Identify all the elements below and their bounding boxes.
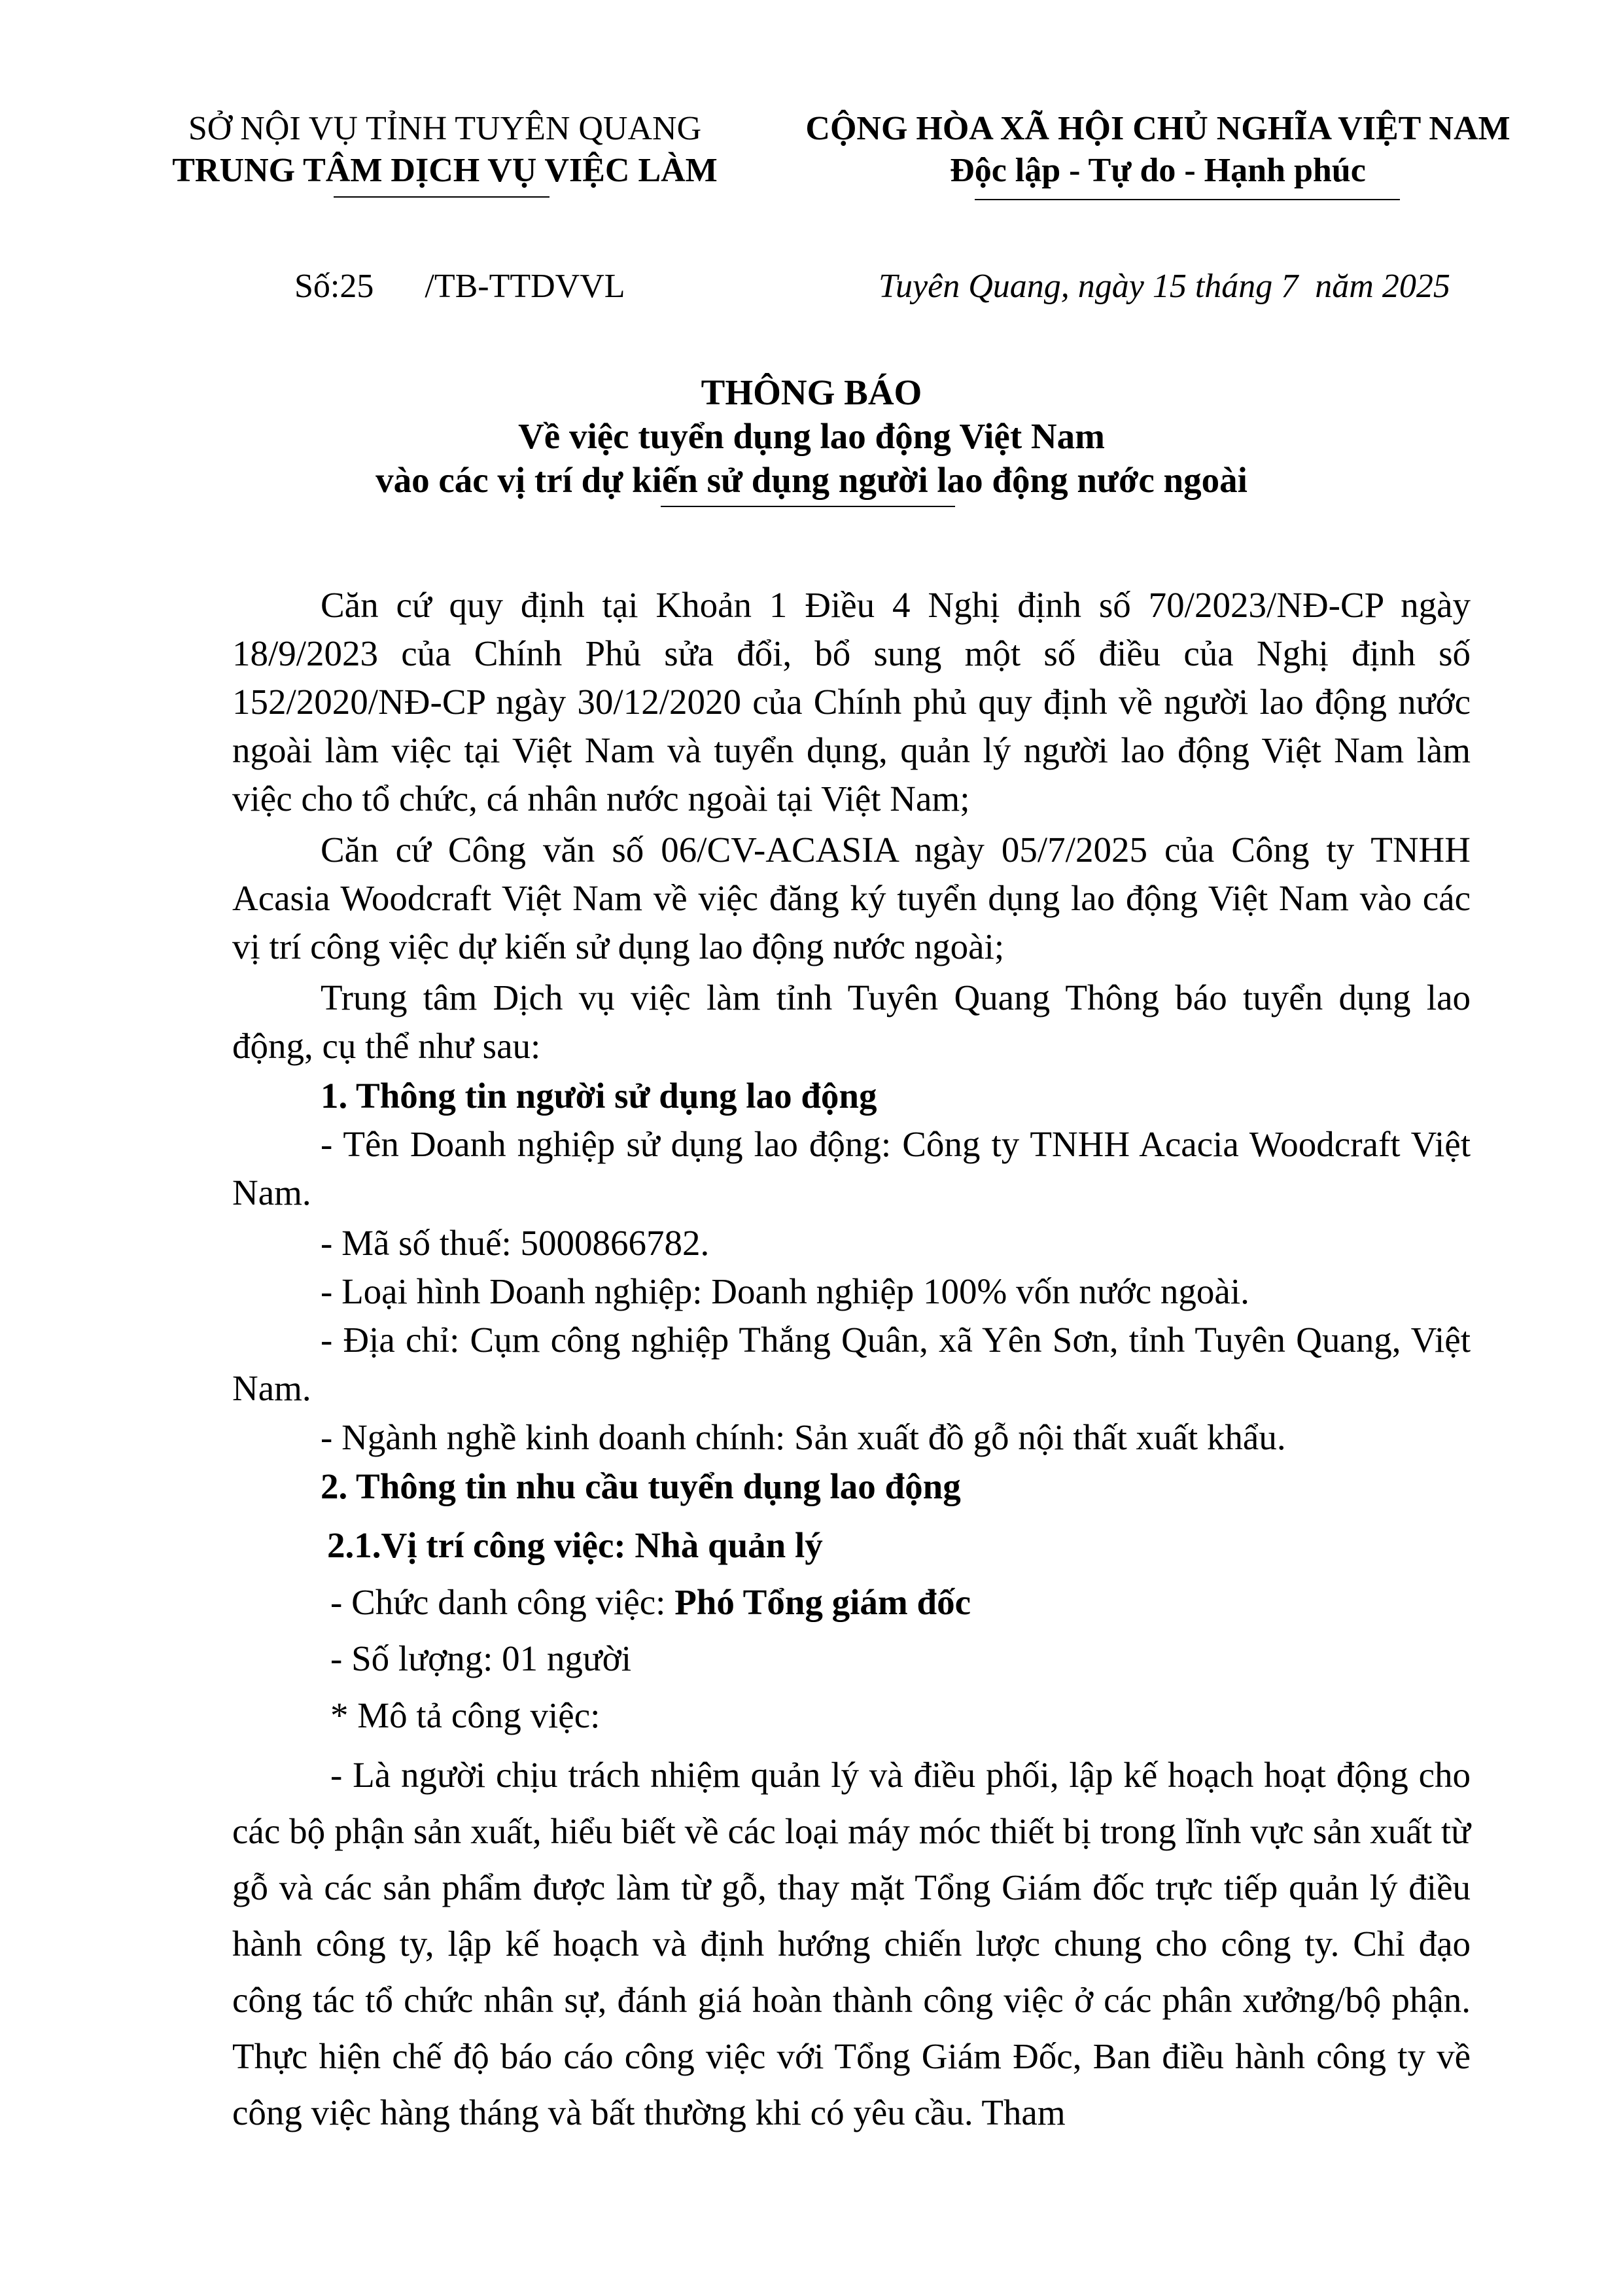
notice-title: THÔNG BÁO [701,372,922,412]
job-quantity: - Số lượng: 01 người [330,1638,632,1678]
job-description-heading: * Mô tả công việc: [330,1695,601,1735]
agency-name: SỞ NỘI VỤ TỈNH TUYÊN QUANG [188,110,702,147]
national-motto: Độc lập - Tự do - Hạnh phúc [950,152,1366,189]
job-title-label: - Chức danh công việc: [330,1582,675,1622]
employer-type: - Loại hình Doanh nghiệp: Doanh nghiệp 100% vốn nước ngoài. [321,1271,1249,1311]
job-title-value: Phó Tổng giám đốc [674,1582,971,1622]
section-2-heading: 2. Thông tin nhu cầu tuyển dụng lao động [321,1466,961,1506]
notice-subtitle-1: Về việc tuyển dụng lao động Việt Nam [518,416,1105,456]
title-rule [661,506,955,507]
left-header-rule [334,196,550,198]
paragraph-announcement: Trung tâm Dịch vụ việc làm tỉnh Tuyên Quang Thông báo tuyển dụng lao động, cụ thể như sau: [232,978,1471,1066]
issuing-unit: TRUNG TÂM DỊCH VỤ VIỆC LÀM [172,152,718,189]
job-description: - Là người chịu trách nhiệm quản lý và điều phối, lập kế hoạch hoạt động cho các bộ phận sản xuất, hiểu biết về các loại máy móc thiết bị trong lĩnh vực sản xuất từ gỗ và các sản phẩm được làm từ gỗ, thay mặt Tổng Giám đốc trực tiếp quản lý điều hành công ty, lập kế hoạch và định hướng chiến lược chung cho công ty. Chỉ đạo công tác tổ chức nhân sự, đánh giá hoàn thành công việc ở các phân xưởng/bộ phận. Thực hiện chế độ báo cáo công việc với Tổng Giám Đốc, Ban điều hành công ty về công việc hàng tháng và bất thường khi có yêu cầu. Tham [232,1755,1471,2132]
notice-subtitle-2: vào các vị trí dự kiến sử dụng người lao động nước ngoài [375,460,1248,500]
section-1-heading: 1. Thông tin người sử dụng lao động [321,1076,877,1116]
right-header-rule [975,199,1400,200]
national-title: CỘNG HÒA XÃ HỘI CHỦ NGHĨA VIỆT NAM [805,110,1510,147]
job-title-line [330,1578,971,1627]
employer-address: - Địa chỉ: Cụm công nghiệp Thắng Quân, xã Yên Sơn, tỉnh Tuyên Quang, Việt Nam. [232,1320,1471,1408]
place-date: Tuyên Quang, ngày 15 tháng 7 năm 2025 [879,268,1450,305]
paragraph-legal-basis-2: Căn cứ Công văn số 06/CV-ACASIA ngày 05/7/2025 của Công ty TNHH Acasia Woodcraft Việt Nam về việc đăng ký tuyển dụng lao động Việt Nam vào các vị trí công việc dự kiến sử dụng lao động nước ngoài; [232,830,1471,966]
employer-name: - Tên Doanh nghiệp sử dụng lao động: Công ty TNHH Acacia Woodcraft Việt Nam. [232,1124,1471,1212]
document-number: Số:25 /TB-TTDVVL [294,268,625,305]
paragraph-legal-basis-1: Căn cứ quy định tại Khoản 1 Điều 4 Nghị định số 70/2023/NĐ-CP ngày 18/9/2023 của Chính Phủ sửa đổi, bổ sung một số điều của Nghị định số 152/2020/NĐ-CP ngày 30/12/2020 của Chính phủ quy định về người lao động nước ngoài làm việc tại Việt Nam và tuyển dụng, quản lý người lao động Việt Nam làm việc cho tổ chức, cá nhân nước ngoài tại Việt Nam; [232,585,1471,819]
section-2-1-heading: 2.1.Vị trí công việc: Nhà quản lý [327,1525,823,1565]
employer-business: - Ngành nghề kinh doanh chính: Sản xuất đồ gỗ nội thất xuất khẩu. [321,1417,1286,1457]
employer-tax-code: - Mã số thuế: 5000866782. [321,1223,710,1263]
